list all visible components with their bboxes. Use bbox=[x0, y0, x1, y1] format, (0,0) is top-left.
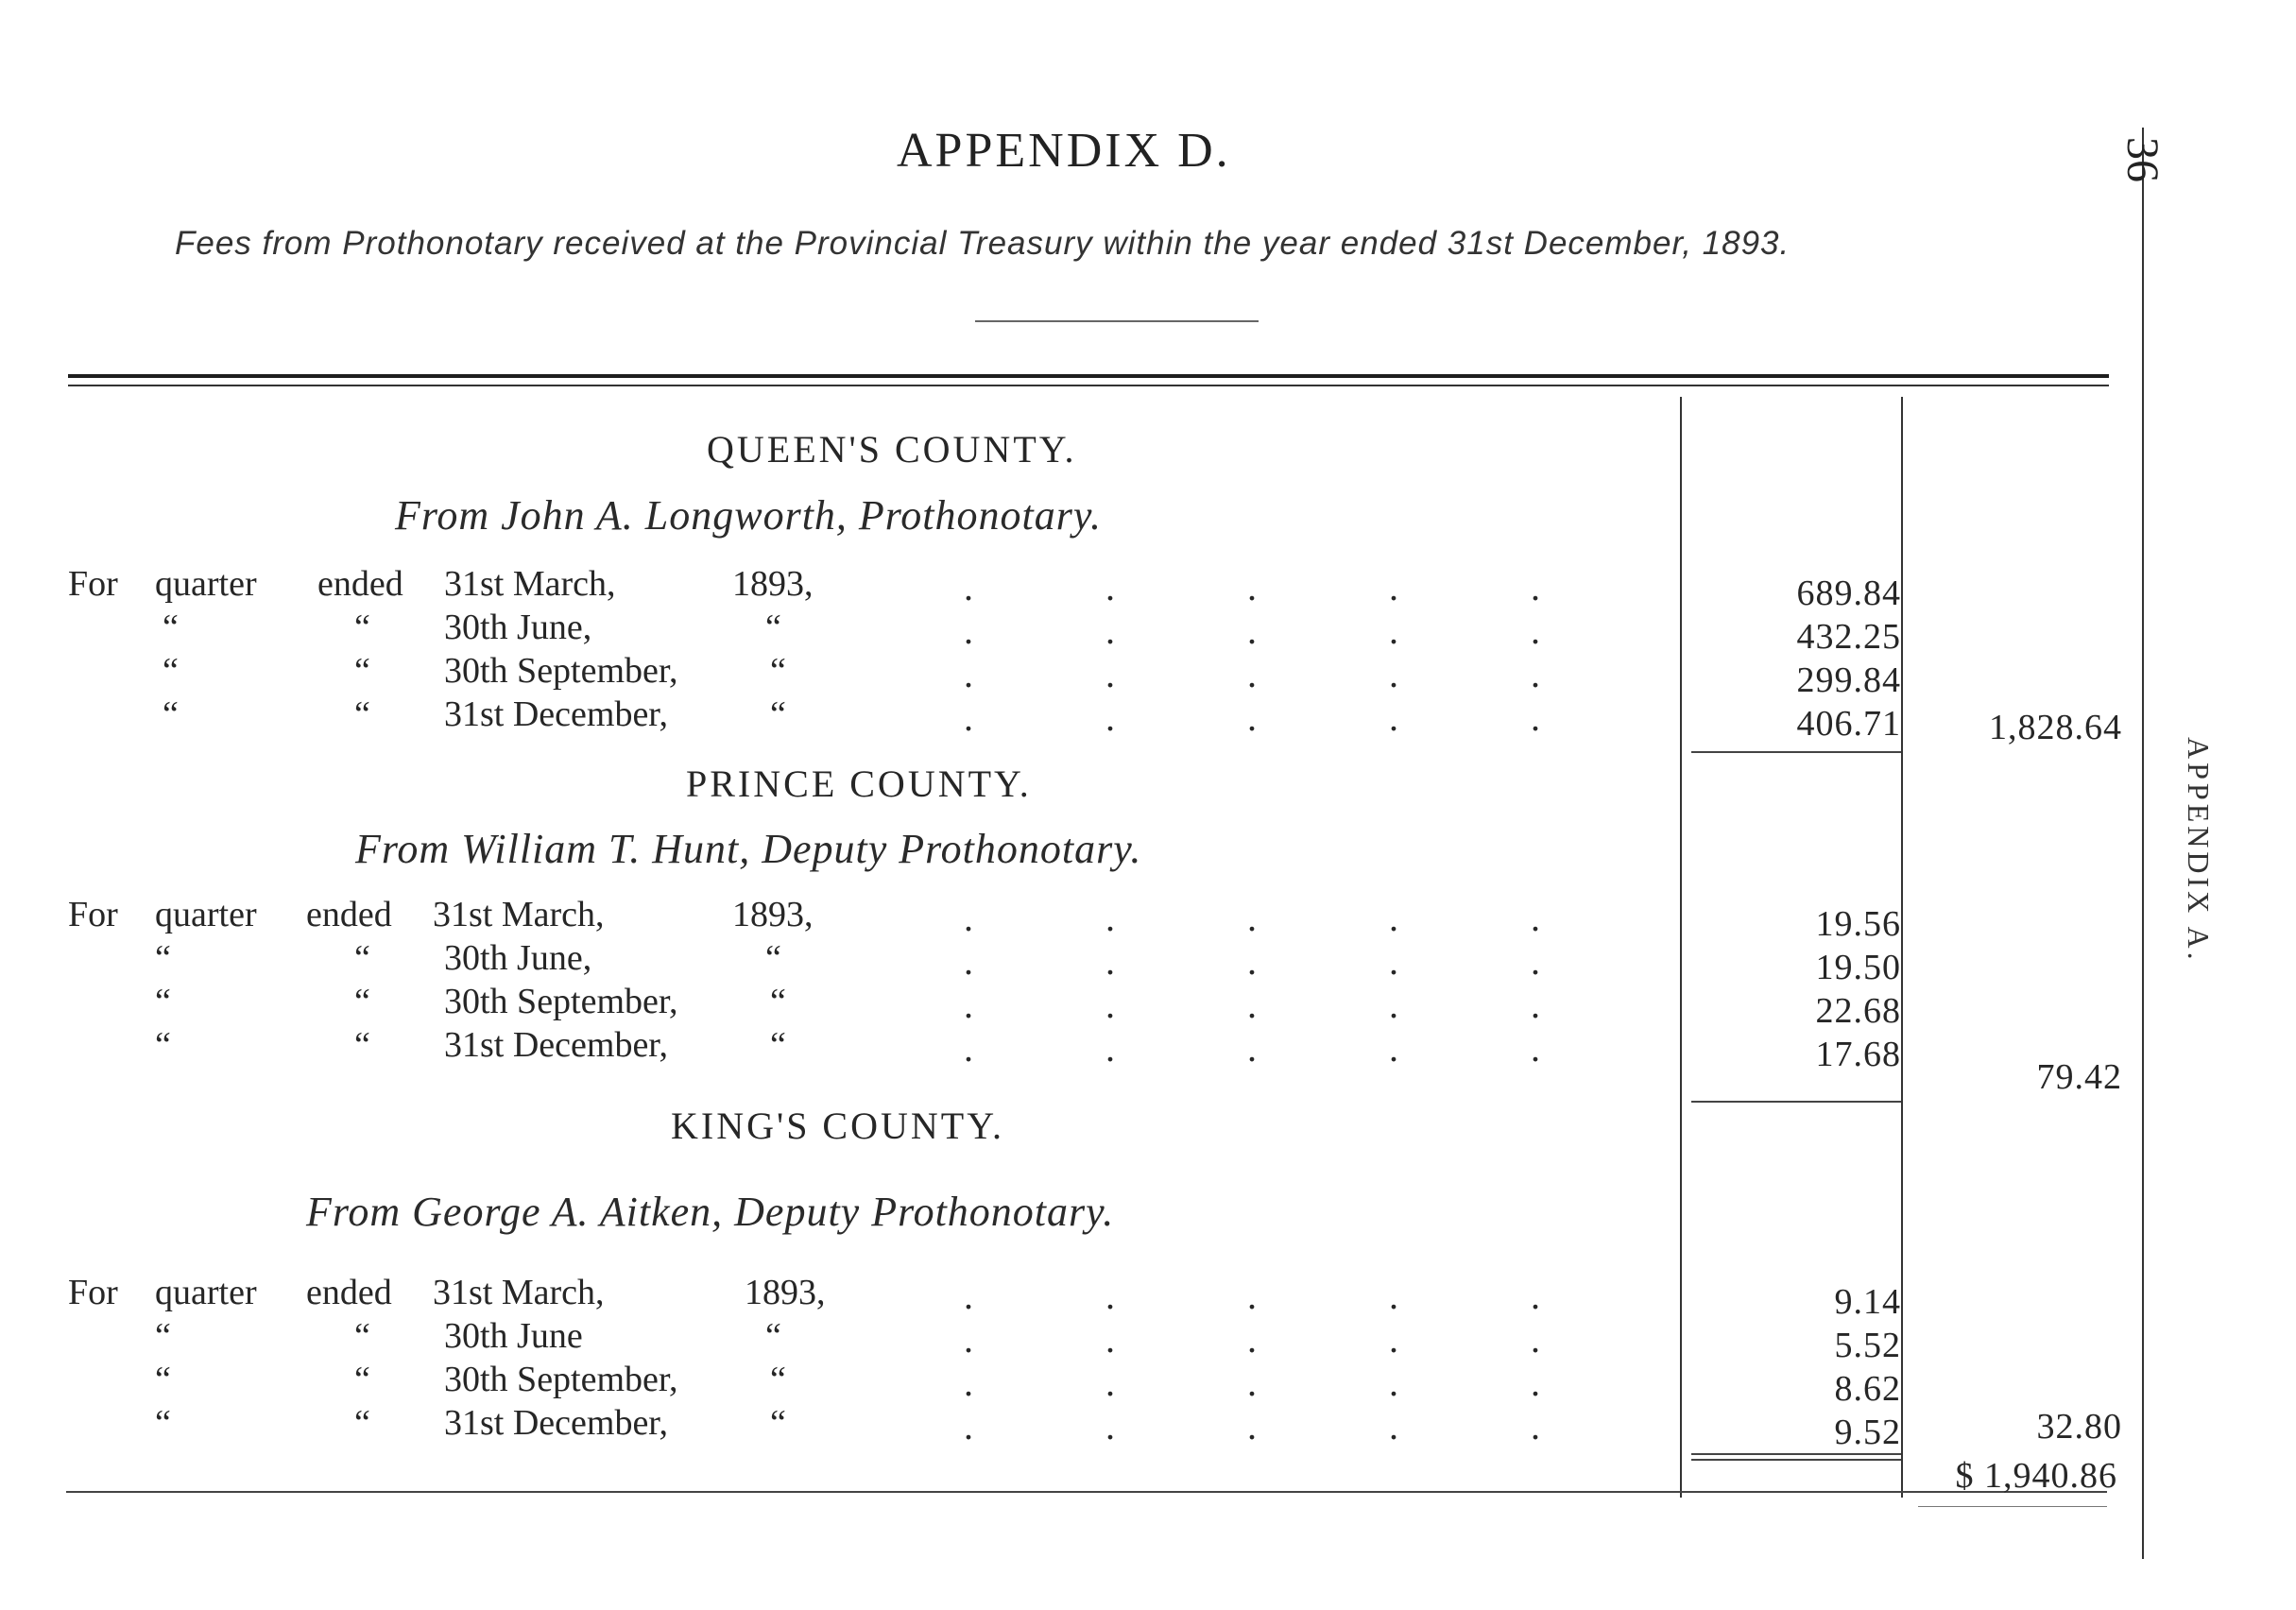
ditto-mark: “ bbox=[155, 1360, 171, 1399]
leader-dot: . bbox=[1389, 609, 1398, 652]
quarter-year: “ bbox=[765, 1316, 781, 1356]
prothonotary-line: From George A. Aitken, Deputy Prothonotary. bbox=[306, 1189, 1115, 1235]
quarter-date: 31st March, bbox=[444, 564, 616, 604]
leader-dot: . bbox=[1247, 1027, 1257, 1070]
leader-dot: . bbox=[1389, 984, 1398, 1026]
leader-dot: . bbox=[1247, 609, 1257, 652]
appendix-title: APPENDIX D. bbox=[897, 124, 1231, 178]
leader-dot: . bbox=[964, 566, 973, 608]
ditto-mark: “ bbox=[354, 608, 370, 647]
leader-dot: . bbox=[1105, 1318, 1115, 1361]
ditto-mark: “ bbox=[163, 651, 179, 691]
quarter-amount: 406.71 bbox=[1796, 704, 1901, 744]
leader-dot: . bbox=[964, 1318, 973, 1361]
leader-dot: . bbox=[1389, 897, 1398, 939]
row-label-quarter: quarter bbox=[155, 564, 257, 604]
quarter-date: 31st December, bbox=[444, 694, 668, 734]
row-label-quarter: quarter bbox=[155, 1273, 257, 1312]
leader-dot: . bbox=[964, 696, 973, 739]
ditto-mark: “ bbox=[354, 1403, 370, 1443]
table-top-rule bbox=[68, 374, 2109, 378]
quarter-amount: 8.62 bbox=[1834, 1369, 1901, 1409]
leader-dot: . bbox=[1389, 1405, 1398, 1447]
county-heading: KING'S COUNTY. bbox=[671, 1105, 1004, 1147]
row-label-for: For bbox=[68, 564, 118, 604]
final-subtotal-rule bbox=[1691, 1459, 1901, 1461]
page-number: 36 bbox=[2117, 137, 2167, 182]
leader-dot: . bbox=[1389, 566, 1398, 608]
ditto-mark: “ bbox=[354, 1025, 370, 1065]
quarter-amount: 17.68 bbox=[1815, 1035, 1901, 1074]
leader-dot: . bbox=[964, 1362, 973, 1404]
leader-dot: . bbox=[1247, 1275, 1257, 1317]
leader-dot: . bbox=[1389, 1275, 1398, 1317]
quarter-year: “ bbox=[770, 1403, 786, 1443]
leader-dot: . bbox=[1105, 609, 1115, 652]
leader-dot: . bbox=[1105, 566, 1115, 608]
quarter-date: 30th September, bbox=[444, 651, 678, 691]
ditto-mark: “ bbox=[354, 1316, 370, 1356]
quarter-amount: 432.25 bbox=[1796, 617, 1901, 657]
document-subtitle: Fees from Prothonotary received at the Provincial Treasury within the year ended 31st December, 1893. bbox=[175, 225, 1791, 262]
leader-dot: . bbox=[1389, 1362, 1398, 1404]
table-top-rule-thin bbox=[68, 385, 2109, 386]
subtotal-rule bbox=[1691, 1453, 1901, 1455]
quarter-date: 30th June, bbox=[444, 938, 592, 978]
grand-total: $ 1,940.86 bbox=[1955, 1456, 2117, 1496]
leader-dot: . bbox=[1389, 940, 1398, 983]
leader-dot: . bbox=[1389, 696, 1398, 739]
ditto-mark: “ bbox=[354, 982, 370, 1021]
quarter-year: “ bbox=[770, 651, 786, 691]
county-total: 79.42 bbox=[2036, 1057, 2122, 1097]
leader-dot: . bbox=[1531, 1405, 1540, 1447]
leader-dot: . bbox=[1105, 1275, 1115, 1317]
quarter-amount: 689.84 bbox=[1796, 574, 1901, 613]
county-heading: PRINCE COUNTY. bbox=[686, 762, 1032, 805]
prothonotary-line: From John A. Longworth, Prothonotary. bbox=[395, 492, 1102, 539]
quarter-amount: 9.52 bbox=[1834, 1413, 1901, 1452]
table-bottom-rule bbox=[66, 1491, 2107, 1493]
leader-dot: . bbox=[1105, 940, 1115, 983]
leader-dot: . bbox=[1531, 1362, 1540, 1404]
leader-dot: . bbox=[1531, 984, 1540, 1026]
quarter-date: 30th September, bbox=[444, 1360, 678, 1399]
ditto-mark: “ bbox=[354, 938, 370, 978]
quarter-date: 30th June, bbox=[444, 608, 592, 647]
margin-heading: APPENDIX A. bbox=[2182, 737, 2216, 964]
county-total: 1,828.64 bbox=[1989, 708, 2122, 747]
leader-dot: . bbox=[964, 609, 973, 652]
ditto-mark: “ bbox=[155, 1403, 171, 1443]
title-divider bbox=[975, 320, 1259, 322]
leader-dot: . bbox=[1531, 1318, 1540, 1361]
quarter-date: 31st December, bbox=[444, 1403, 668, 1443]
quarter-year: “ bbox=[770, 694, 786, 734]
row-label-ended: ended bbox=[306, 1273, 392, 1312]
quarter-year: “ bbox=[770, 1025, 786, 1065]
leader-dot: . bbox=[1531, 609, 1540, 652]
leader-dot: . bbox=[964, 1027, 973, 1070]
county-total: 32.80 bbox=[2036, 1407, 2122, 1447]
leader-dot: . bbox=[1247, 984, 1257, 1026]
quarter-year: 1893, bbox=[732, 895, 814, 934]
leader-dot: . bbox=[1105, 1362, 1115, 1404]
leader-dot: . bbox=[1105, 1405, 1115, 1447]
leader-dot: . bbox=[1531, 653, 1540, 695]
leader-dot: . bbox=[1531, 696, 1540, 739]
quarter-year: “ bbox=[770, 1360, 786, 1399]
leader-dot: . bbox=[964, 984, 973, 1026]
quarter-year: “ bbox=[765, 608, 781, 647]
leader-dot: . bbox=[1247, 1405, 1257, 1447]
row-label-for: For bbox=[68, 895, 118, 934]
ditto-mark: “ bbox=[354, 694, 370, 734]
quarter-amount: 19.50 bbox=[1815, 948, 1901, 987]
leader-dot: . bbox=[1531, 566, 1540, 608]
leader-dot: . bbox=[1247, 1318, 1257, 1361]
quarter-date: 30th September, bbox=[444, 982, 678, 1021]
quarter-amount: 19.56 bbox=[1815, 904, 1901, 944]
quarter-amount: 22.68 bbox=[1815, 991, 1901, 1031]
leader-dot: . bbox=[1531, 1027, 1540, 1070]
ditto-mark: “ bbox=[163, 608, 179, 647]
ditto-mark: “ bbox=[155, 1316, 171, 1356]
quarter-year: 1893, bbox=[732, 564, 814, 604]
prothonotary-line: From William T. Hunt, Deputy Prothonotary. bbox=[355, 826, 1142, 872]
subtotal-rule bbox=[1691, 1101, 1901, 1103]
ditto-mark: “ bbox=[163, 694, 179, 734]
leader-dot: . bbox=[964, 653, 973, 695]
leader-dot: . bbox=[964, 1405, 973, 1447]
leader-dot: . bbox=[1105, 696, 1115, 739]
quarter-amount: 299.84 bbox=[1796, 660, 1901, 700]
leader-dot: . bbox=[1247, 566, 1257, 608]
quarter-amount: 9.14 bbox=[1834, 1282, 1901, 1322]
grand-total-underline bbox=[1918, 1506, 2107, 1507]
quarter-date: 30th June bbox=[444, 1316, 583, 1356]
quarter-year: “ bbox=[770, 982, 786, 1021]
leader-dot: . bbox=[1531, 897, 1540, 939]
quarter-year: 1893, bbox=[745, 1273, 826, 1312]
row-label-ended: ended bbox=[306, 895, 392, 934]
ditto-mark: “ bbox=[155, 938, 171, 978]
quarter-year: “ bbox=[765, 938, 781, 978]
leader-dot: . bbox=[1247, 1362, 1257, 1404]
leader-dot: . bbox=[1247, 940, 1257, 983]
quarter-date: 31st March, bbox=[433, 895, 605, 934]
ditto-mark: “ bbox=[155, 982, 171, 1021]
quarter-amount: 5.52 bbox=[1834, 1326, 1901, 1365]
row-label-ended: ended bbox=[317, 564, 403, 604]
leader-dot: . bbox=[1531, 1275, 1540, 1317]
leader-dot: . bbox=[1105, 1027, 1115, 1070]
amount-column-divider bbox=[1680, 397, 1682, 1498]
leader-dot: . bbox=[964, 1275, 973, 1317]
quarter-date: 31st March, bbox=[433, 1273, 605, 1312]
county-heading: QUEEN'S COUNTY. bbox=[707, 428, 1077, 471]
leader-dot: . bbox=[1247, 696, 1257, 739]
leader-dot: . bbox=[1389, 653, 1398, 695]
leader-dot: . bbox=[964, 940, 973, 983]
leader-dot: . bbox=[1389, 1027, 1398, 1070]
leader-dot: . bbox=[1247, 653, 1257, 695]
subtotal-rule bbox=[1691, 751, 1901, 753]
leader-dot: . bbox=[1105, 897, 1115, 939]
quarter-date: 31st December, bbox=[444, 1025, 668, 1065]
leader-dot: . bbox=[1105, 653, 1115, 695]
row-label-quarter: quarter bbox=[155, 895, 257, 934]
ditto-mark: “ bbox=[354, 651, 370, 691]
leader-dot: . bbox=[1105, 984, 1115, 1026]
total-column-divider bbox=[1901, 397, 1903, 1498]
leader-dot: . bbox=[1531, 940, 1540, 983]
ditto-mark: “ bbox=[155, 1025, 171, 1065]
leader-dot: . bbox=[1247, 897, 1257, 939]
margin-rule bbox=[2142, 128, 2144, 1559]
leader-dot: . bbox=[964, 897, 973, 939]
ditto-mark: “ bbox=[354, 1360, 370, 1399]
leader-dot: . bbox=[1389, 1318, 1398, 1361]
row-label-for: For bbox=[68, 1273, 118, 1312]
